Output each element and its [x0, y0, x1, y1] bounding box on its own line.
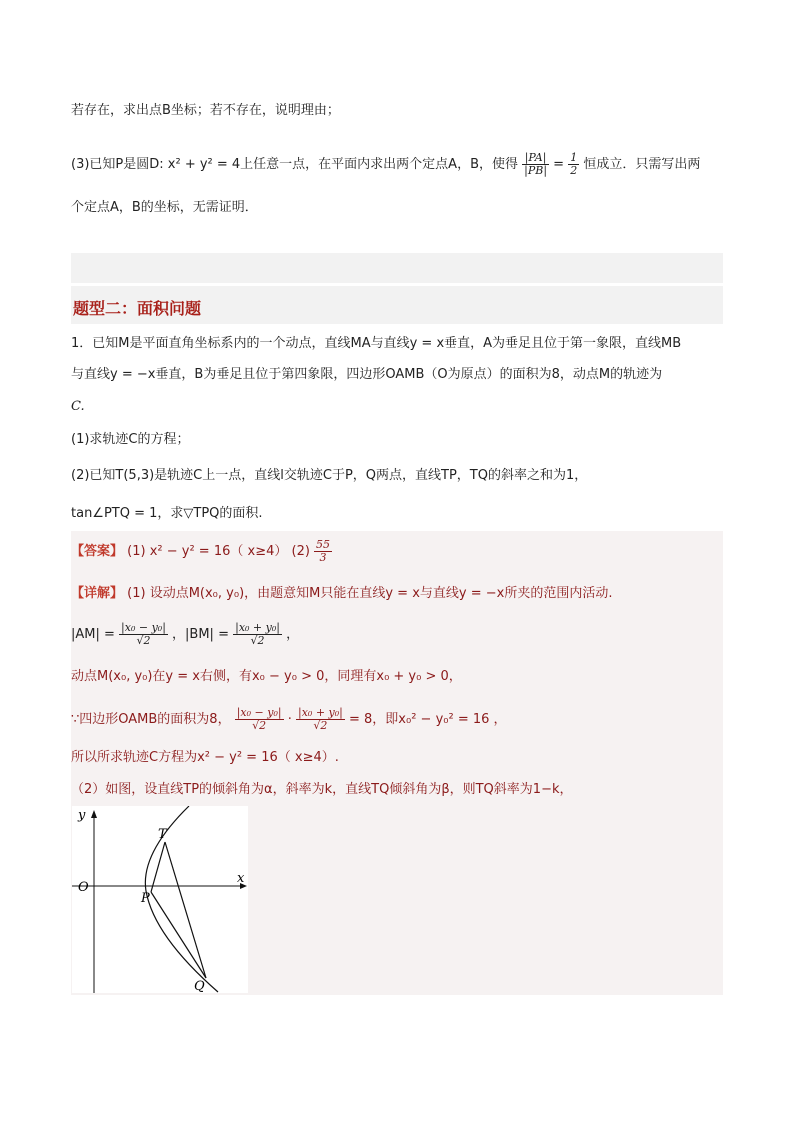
label-y: y: [78, 808, 86, 823]
bm-numerator: |x₀ + y₀|: [235, 621, 280, 634]
bm-denominator: √2: [250, 634, 265, 647]
ratio-fraction: [522, 152, 549, 177]
label-x: x: [237, 871, 245, 886]
area-frac2-num: |x₀ + y₀|: [298, 706, 343, 719]
answer-part-2: (2): [291, 544, 315, 559]
half-fraction: [568, 152, 579, 177]
half-numerator: 1: [570, 151, 578, 164]
am-numerator: |x₀ − y₀|: [121, 621, 166, 634]
area-text-b: = 8，即x₀² − y₀² = 16 ，: [349, 712, 507, 727]
separator-comma: ，: [286, 627, 300, 642]
problem-line-1: 1．已知M是平面直角坐标系内的一个动点，直线MA与直线y = x垂直，A为垂足且位于第一象限，直线MB: [71, 336, 682, 351]
answer-fraction: [314, 539, 332, 564]
question-2: (2)已知T(5,3)是轨迹C上一点，直线l交轨迹C于P，Q两点，直线TP，TQ的斜率之和为1，: [71, 468, 588, 483]
area-frac1-den: √2: [252, 719, 267, 732]
section-title: 题型二：面积问题: [73, 299, 202, 318]
problem-continuation-line: 若存在，求出点B坐标；若不存在，说明理由；: [71, 103, 340, 118]
am-denominator: √2: [136, 634, 151, 647]
answer-frac-den: 3: [319, 551, 327, 564]
hyperbola-figure: [72, 806, 248, 993]
answer-label: 【答案】: [71, 544, 124, 559]
question-2-continued: tan∠PTQ = 1，求▽TPQ的面积.: [71, 506, 263, 521]
label-t: T: [158, 827, 167, 842]
ratio-numerator: |PA|: [522, 152, 549, 165]
part3-text-a: (3)已知P是圆D: x² + y² = 4上任意一点，在平面内求出两个定点A，B，使得: [71, 157, 518, 172]
problem-line-3: C.: [71, 399, 85, 414]
bm-fraction: [233, 622, 282, 647]
area-frac2-den: √2: [313, 719, 328, 732]
ratio-denominator: |PB|: [524, 164, 548, 177]
am-lhs: |AM| =: [71, 627, 115, 642]
detail-text-1: (1) 设动点M(x₀, y₀)，由题意知M只能在直线y = x与直线y = −x所夹的范围内活动.: [127, 586, 613, 601]
answer-frac-num: 55: [316, 538, 331, 551]
bm-lhs: ，|BM| =: [172, 627, 229, 642]
label-p: P: [141, 891, 150, 906]
part3-question-line-2: 个定点A，B的坐标，无需证明．: [71, 200, 258, 215]
part3-question-line: [71, 150, 700, 180]
distance-formulas-line: [71, 617, 299, 653]
answer-part-1: (1) x² − y² = 16（ x≥4）: [127, 544, 288, 559]
answer-line: [71, 538, 332, 566]
area-fraction-2: [296, 707, 345, 732]
detail-label: 【详解】: [71, 586, 124, 601]
area-fraction-1: [235, 707, 284, 732]
problem-line-2: 与直线y = −x垂直，B为垂足且位于第四象限，四边形OAMB（O为原点）的面积为8，动点M的轨迹为: [71, 367, 663, 382]
half-denominator: 2: [570, 164, 578, 177]
area-equation-line: [71, 702, 507, 738]
detail-line-1: [71, 585, 612, 603]
area-text-a: ∵四边形OAMB的面积为8，: [71, 712, 231, 727]
question-1: (1)求轨迹C的方程；: [71, 432, 190, 447]
section-header-band: [71, 253, 723, 283]
area-frac1-num: |x₀ − y₀|: [236, 706, 282, 719]
am-fraction: [119, 622, 168, 647]
detail-line-6: （2）如图，设直线TP的倾斜角为α，斜率为k，直线TQ倾斜角为β，则TQ斜率为1−k，: [71, 782, 573, 797]
label-origin: O: [78, 880, 89, 895]
part3-text-c: 恒成立．只需写出两: [583, 157, 701, 172]
detail-line-3: 动点M(x₀, y₀)在y = x右侧，有x₀ − y₀ > 0，同理有x₀ + y₀ > 0，: [71, 669, 462, 684]
area-dot: ·: [287, 712, 292, 727]
equals-sign: =: [553, 157, 569, 172]
label-q: Q: [194, 979, 205, 993]
detail-line-5: 所以所求轨迹C方程为x² − y² = 16（ x≥4）.: [71, 750, 339, 765]
